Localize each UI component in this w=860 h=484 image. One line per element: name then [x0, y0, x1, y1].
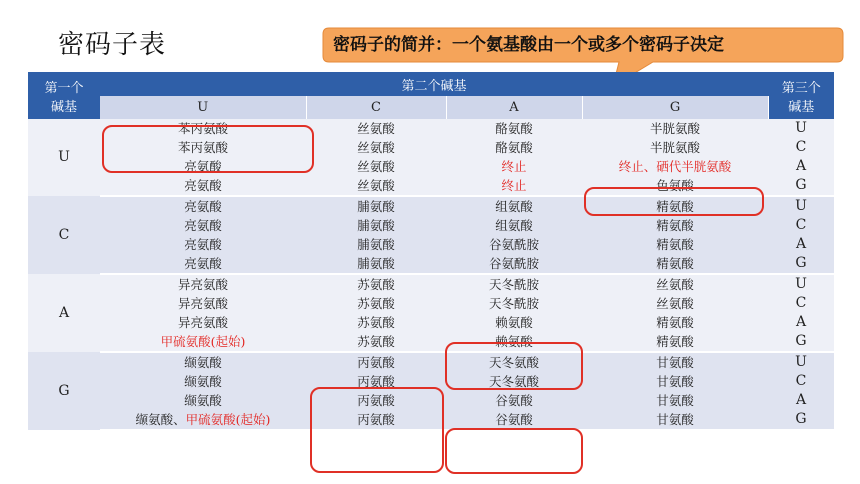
table-row [28, 352, 834, 372]
codon-cell [446, 294, 582, 313]
second-base-c: C [306, 96, 446, 119]
codon-cell [100, 410, 306, 430]
codon-cell [100, 332, 306, 352]
codon-cell [582, 216, 768, 235]
codon-cell [582, 410, 768, 430]
codon-table [28, 72, 834, 431]
amino-acid-label: 苏氨酸 [357, 277, 395, 292]
amino-acid-label: 脯氨酸 [357, 199, 395, 214]
amino-acid-label: 精氨酸 [656, 315, 694, 330]
codon-table-body [28, 119, 834, 430]
amino-acid-label: 丝氨酸 [357, 140, 395, 155]
amino-acid-label: 苏氨酸 [357, 334, 395, 349]
amino-acid-label: 谷氨酰胺 [488, 256, 539, 271]
third-base-cell: G [768, 254, 834, 274]
amino-acid-label: 精氨酸 [656, 218, 694, 233]
codon-cell [582, 157, 768, 176]
second-base-g: G [582, 96, 768, 119]
amino-acid-label: 苏氨酸 [357, 315, 395, 330]
amino-acid-label: 脯氨酸 [357, 237, 395, 252]
amino-acid-label: 苯丙氨酸 [177, 140, 228, 155]
amino-acid-label: 酪氨酸 [495, 140, 533, 155]
amino-acid-label: 甲硫氨酸(起始) [160, 334, 246, 349]
amino-acid-label: 苯丙氨酸 [177, 121, 228, 136]
amino-acid-label: 脯氨酸 [357, 218, 395, 233]
table-row [28, 157, 834, 176]
second-base-a: A [446, 96, 582, 119]
table-row [28, 391, 834, 410]
amino-acid-label: 缬氨酸 [184, 393, 222, 408]
codon-cell [306, 391, 446, 410]
first-base-g: G [28, 352, 100, 430]
table-row [28, 332, 834, 352]
amino-acid-label: 甘氨酸 [656, 393, 694, 408]
third-base-cell: G [768, 176, 834, 196]
amino-acid-label: 丝氨酸 [357, 121, 395, 136]
codon-cell [306, 157, 446, 176]
codon-cell [582, 235, 768, 254]
codon-cell [306, 294, 446, 313]
codon-cell [582, 119, 768, 138]
codon-cell [100, 254, 306, 274]
amino-acid-label: 终止、硒代半胱氨酸 [618, 159, 732, 174]
codon-cell [100, 235, 306, 254]
table-row [28, 313, 834, 332]
codon-cell [582, 254, 768, 274]
codon-cell [446, 274, 582, 294]
amino-acid-label: 色氨酸 [656, 178, 694, 193]
amino-acid-label: 亮氨酸 [184, 237, 222, 252]
amino-acid-label: 丝氨酸 [656, 296, 694, 311]
table-row [28, 216, 834, 235]
amino-acid-label: 组氨酸 [495, 199, 533, 214]
third-base-cell: A [768, 235, 834, 254]
codon-cell [100, 352, 306, 372]
amino-acid-label: 丙氨酸 [357, 393, 395, 408]
third-base-cell: U [768, 352, 834, 372]
codon-cell [100, 119, 306, 138]
codon-cell [306, 313, 446, 332]
third-base-cell: C [768, 294, 834, 313]
codon-cell [306, 138, 446, 157]
table-row [28, 235, 834, 254]
codon-cell [582, 391, 768, 410]
amino-acid-label: 缬氨酸 [184, 355, 222, 370]
second-base-header: 第二个碱基 [100, 72, 768, 96]
codon-cell [582, 294, 768, 313]
table-row [28, 138, 834, 157]
codon-cell [306, 410, 446, 430]
amino-acid-label: 丝氨酸 [656, 277, 694, 292]
codon-cell [446, 216, 582, 235]
codon-cell [306, 274, 446, 294]
amino-acid-label: 甘氨酸 [656, 355, 694, 370]
table-row [28, 254, 834, 274]
amino-acid-label: 脯氨酸 [357, 256, 395, 271]
amino-acid-label: 异亮氨酸 [177, 277, 228, 292]
codon-cell [446, 157, 582, 176]
codon-cell [582, 138, 768, 157]
third-base-cell: C [768, 216, 834, 235]
first-base-header: 第一个 碱基 [28, 72, 100, 119]
third-base-cell: A [768, 157, 834, 176]
codon-cell [582, 332, 768, 352]
codon-cell [100, 157, 306, 176]
codon-cell [100, 196, 306, 216]
table-row [28, 274, 834, 294]
highlight-glu [445, 428, 583, 474]
codon-cell [582, 352, 768, 372]
codon-cell [306, 332, 446, 352]
codon-cell [446, 176, 582, 196]
codon-cell [100, 313, 306, 332]
codon-cell [100, 391, 306, 410]
table-row [28, 196, 834, 216]
codon-cell [100, 372, 306, 391]
codon-cell [446, 119, 582, 138]
third-base-cell: C [768, 138, 834, 157]
amino-acid-label: 精氨酸 [656, 237, 694, 252]
third-base-cell: G [768, 332, 834, 352]
amino-acid-label-extra: 甲硫氨酸(起始) [185, 412, 271, 427]
amino-acid-label: 精氨酸 [656, 334, 694, 349]
amino-acid-label: 组氨酸 [495, 218, 533, 233]
codon-cell [582, 274, 768, 294]
codon-cell [446, 372, 582, 391]
page-title: 密码子表 [58, 30, 167, 60]
codon-cell [446, 313, 582, 332]
codon-cell [306, 352, 446, 372]
codon-cell [582, 313, 768, 332]
amino-acid-label: 丝氨酸 [357, 159, 395, 174]
codon-cell [446, 391, 582, 410]
amino-acid-label: 精氨酸 [656, 256, 694, 271]
codon-cell [100, 138, 306, 157]
codon-cell [306, 216, 446, 235]
codon-cell [100, 294, 306, 313]
third-base-header: 第三个 碱基 [768, 72, 834, 119]
callout-text: 密码子的简并：一个氨基酸由一个或多个密码子决定 [333, 35, 724, 55]
amino-acid-label: 异亮氨酸 [177, 296, 228, 311]
callout-bubble [323, 28, 843, 62]
codon-cell [582, 196, 768, 216]
amino-acid-label: 苏氨酸 [357, 296, 395, 311]
table-row [28, 119, 834, 138]
codon-cell [446, 235, 582, 254]
codon-cell [306, 235, 446, 254]
codon-cell [446, 138, 582, 157]
amino-acid-label: 谷氨酸 [495, 393, 533, 408]
amino-acid-label: 甘氨酸 [656, 374, 694, 389]
amino-acid-label: 天冬酰胺 [488, 277, 539, 292]
third-base-cell: U [768, 196, 834, 216]
codon-cell [446, 196, 582, 216]
amino-acid-label: 亮氨酸 [184, 178, 222, 193]
amino-acid-label: 谷氨酰胺 [488, 237, 539, 252]
amino-acid-label: 酪氨酸 [495, 121, 533, 136]
codon-cell [446, 410, 582, 430]
codon-cell [306, 196, 446, 216]
amino-acid-label: 缬氨酸、 [135, 412, 186, 427]
table-row [28, 372, 834, 391]
first-base-a: A [28, 274, 100, 352]
codon-cell [582, 176, 768, 196]
first-base-c: C [28, 196, 100, 274]
amino-acid-label: 丙氨酸 [357, 355, 395, 370]
amino-acid-label: 终止 [501, 178, 527, 193]
amino-acid-label: 亮氨酸 [184, 218, 222, 233]
amino-acid-label: 天冬酰胺 [488, 296, 539, 311]
codon-cell [306, 119, 446, 138]
amino-acid-label: 天冬氨酸 [488, 355, 539, 370]
third-base-cell: C [768, 372, 834, 391]
third-base-cell: U [768, 274, 834, 294]
amino-acid-label: 天冬氨酸 [488, 374, 539, 389]
table-row [28, 294, 834, 313]
third-base-cell: A [768, 391, 834, 410]
amino-acid-label: 丝氨酸 [357, 178, 395, 193]
amino-acid-label: 甘氨酸 [656, 412, 694, 427]
amino-acid-label: 异亮氨酸 [177, 315, 228, 330]
third-base-cell: A [768, 313, 834, 332]
amino-acid-label: 亮氨酸 [184, 159, 222, 174]
table-row [28, 410, 834, 430]
table-row [28, 176, 834, 196]
amino-acid-label: 缬氨酸 [184, 374, 222, 389]
codon-cell [100, 216, 306, 235]
amino-acid-label: 丙氨酸 [357, 374, 395, 389]
amino-acid-label: 精氨酸 [656, 199, 694, 214]
second-base-u: U [100, 96, 306, 119]
amino-acid-label: 亮氨酸 [184, 256, 222, 271]
codon-cell [306, 372, 446, 391]
codon-cell [582, 372, 768, 391]
codon-cell [306, 176, 446, 196]
third-base-cell: G [768, 410, 834, 430]
codon-cell [446, 332, 582, 352]
codon-cell [446, 352, 582, 372]
codon-cell [100, 274, 306, 294]
amino-acid-label: 终止 [501, 159, 527, 174]
amino-acid-label: 半胱氨酸 [650, 140, 701, 155]
amino-acid-label: 丙氨酸 [357, 412, 395, 427]
codon-cell [446, 254, 582, 274]
amino-acid-label: 半胱氨酸 [650, 121, 701, 136]
amino-acid-label: 谷氨酸 [495, 412, 533, 427]
amino-acid-label: 赖氨酸 [495, 334, 533, 349]
first-base-u: U [28, 119, 100, 196]
codon-cell [100, 176, 306, 196]
amino-acid-label: 亮氨酸 [184, 199, 222, 214]
amino-acid-label: 赖氨酸 [495, 315, 533, 330]
codon-cell [306, 254, 446, 274]
third-base-cell: U [768, 119, 834, 138]
